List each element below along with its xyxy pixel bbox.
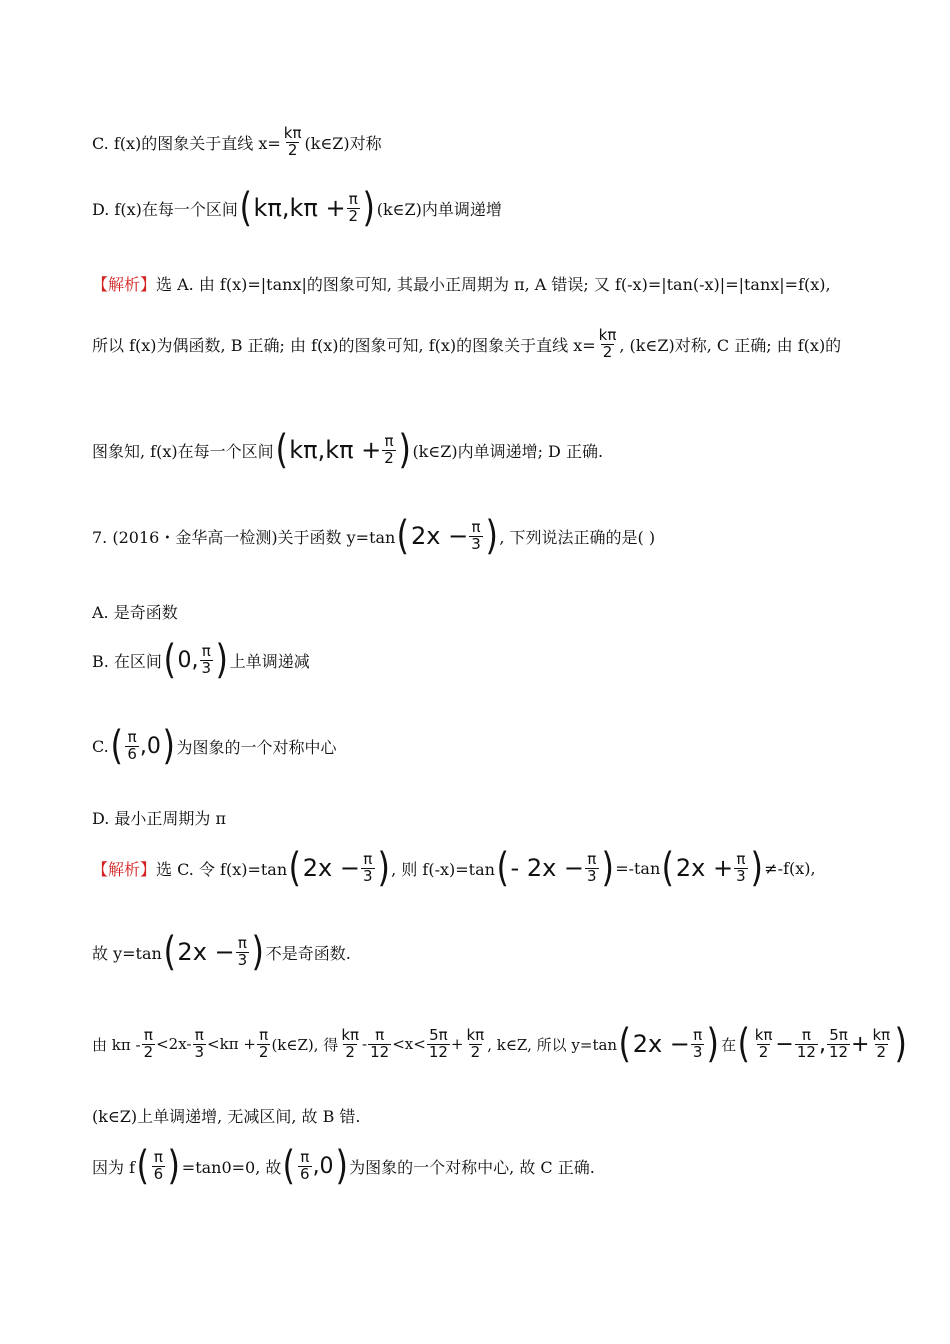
fraction: $\frac{\pi}{3}$ (362, 849, 373, 885)
fraction: $\frac{\pi}{3}$ (736, 849, 746, 885)
option-d-line: D. f(x)在每一个区间 ( kπ,kπ + $\frac{\pi}{2}$ ) (k∈Z)内单调递增 (92, 185, 502, 231)
analysis-7-line2: 故 y=tan ( 2x − $\frac{\pi}{3}$ ) 不是奇函数. (92, 929, 351, 975)
fraction: $\frac{\pi}{3}$ (201, 641, 212, 677)
left-paren: ( (239, 185, 252, 231)
fraction: $\frac{\pi}{3}$ (237, 933, 248, 969)
option-7b: B. 在区间 ( 0, $\frac{\pi}{3}$ ) 上单调递减 (92, 637, 310, 683)
analysis-tag: 【解析】 (92, 275, 157, 294)
left-paren: ( (275, 427, 288, 473)
fraction: $\frac{\pi}{3}$ (587, 849, 597, 885)
fraction: $\frac{\pi}{2}$ (348, 189, 359, 225)
analysis-7-line4: (k∈Z)上单调递增, 无减区间, 故 B 错. (92, 1107, 361, 1126)
right-paren: ) (162, 723, 175, 769)
fraction: $\frac{\pi}{2}$ (384, 431, 394, 467)
analysis-7-line3: 由 kπ - $\frac{\pi}{2}$ <2x- $\frac{\pi}{3}$ <kπ + $\frac{\pi}{2}$ (k∈Z), 得 $\frac{k\pi}{2}$ - $\frac{\pi}{12}$ <x< $\frac{5\pi}{12}$ + $\frac{k\pi}{2}$ , k∈Z, 所以 y=tan ( 2x − $\frac{\pi}{3}$ ) 在 ( $\frac{k\pi}{2}$ − $\frac{\pi}{12}$ , $\frac{5\pi}{12}$ + $\frac{k\pi}{2}$ ) (92, 1021, 908, 1067)
option-c-text: C. f(x)的图象关于直线 x= (92, 133, 281, 153)
left-paren: ( (110, 723, 123, 769)
left-paren: ( (396, 513, 410, 559)
question-7-stem: 7. (2016・金华高一检测)关于函数 y=tan ( 2x − $\frac{\pi}{3}$ ) , 下列说法正确的是( ) (92, 513, 656, 559)
option-7c: C. ( $\frac{\pi}{6}$ ,0 ) 为图象的一个对称中心 (92, 723, 337, 769)
right-paren: ) (398, 427, 411, 473)
right-paren: ) (215, 637, 229, 683)
option-7a: A. 是奇函数 (92, 603, 178, 622)
fraction: $\frac{\pi}{3}$ (471, 517, 481, 553)
analysis-7-line1: 【解析】 选 C. 令 f(x)=tan ( 2x − $\frac{\pi}{3}$ ) , 则 f(-x)=tan ( - 2x − $\frac{\pi}{3}$ ) =-tan ( 2x + $\frac{\pi}{3}$ ) ≠-f(x), (92, 845, 816, 891)
analysis-6-line2: 所以 f(x)为偶函数, B 正确; 由 f(x)的图象可知, f(x)的图象关于直线 x= $\frac{k\pi}{2}$ , (k∈Z)对称, C 正确; 由 f(x)的 (92, 326, 842, 361)
option-d-text: D. f(x)在每一个区间 (92, 199, 238, 219)
fraction: $\frac{k\pi}{2}$ (598, 326, 617, 361)
analysis-tag: 【解析】 (92, 859, 157, 879)
analysis-6-line3: 图象知, f(x)在每一个区间 ( kπ,kπ + $\frac{\pi}{2}$ ) (k∈Z)内单调递增; D 正确. (92, 427, 604, 473)
option-c-line: C. f(x)的图象关于直线 x= $\frac{k\pi}{2}$ (k∈Z)对称 (92, 124, 382, 159)
option-7d: D. 最小正周期为 π (92, 809, 227, 828)
fraction: $\frac{\pi}{6}$ (127, 727, 137, 763)
right-paren: ) (485, 513, 498, 559)
analysis-7-line5: 因为 f ( $\frac{\pi}{6}$ ) =tan0=0, 故 ( $\frac{\pi}{6}$ ,0 ) 为图象的一个对称中心, 故 C 正确. (92, 1143, 595, 1189)
right-paren: ) (362, 185, 376, 231)
analysis-6-line1: 【解析】 选 A. 由 f(x)=|tanx|的图象可知, 其最小正周期为 π, A 错误; 又 f(-x)=|tan(-x)|=|tanx|=f(x), (92, 272, 831, 295)
fraction: $\frac{k\pi}{2}$ (283, 124, 302, 159)
left-paren: ( (163, 637, 176, 683)
